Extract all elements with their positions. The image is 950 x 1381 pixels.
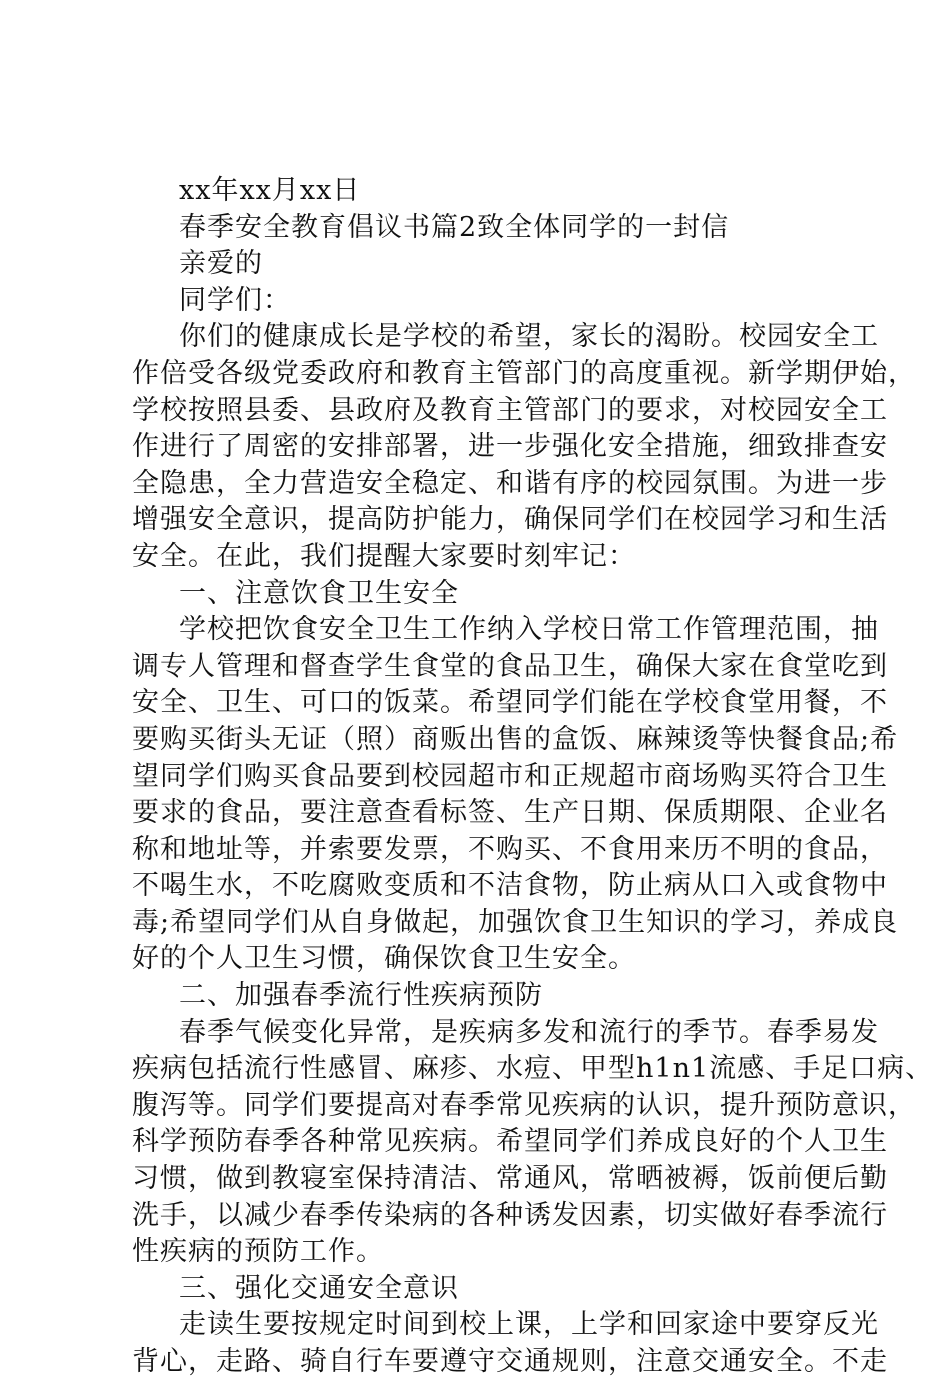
text-line: 走读生要按规定时间到校上课，上学和回家途中要穿反光 xyxy=(179,1309,879,1341)
section-heading-1: 一、注意饮食卫生安全 xyxy=(179,577,459,609)
text-line: 洗手，以减少春季传染病的各种诱发因素，切实做好春季流行 xyxy=(132,1199,888,1231)
text-line: 称和地址等，并索要发票，不购买、不食用来历不明的食品， xyxy=(132,833,888,865)
text-line: 好的个人卫生习惯，确保饮食卫生安全。 xyxy=(132,943,636,975)
text-line: 安全、卫生、可口的饭菜。希望同学们能在学校食堂用餐，不 xyxy=(132,687,888,719)
salutation-line-1: 亲爱的 xyxy=(179,248,263,280)
text-line: 增强安全意识，提高防护能力，确保同学们在校园学习和生活 xyxy=(132,504,888,536)
text-line: 你们的健康成长是学校的希望，家长的渴盼。校园安全工 xyxy=(179,321,879,353)
text-line: 性疾病的预防工作。 xyxy=(132,1236,384,1268)
text-line: 作进行了周密的安排部署，进一步强化安全措施，细致排查安 xyxy=(132,431,888,463)
letter-title: 春季安全教育倡议书篇2致全体同学的一封信 xyxy=(179,211,730,243)
paragraph-disease-prevention xyxy=(132,1015,934,1271)
text-line: 作倍受各级党委政府和教育主管部门的高度重视。新学期伊始， xyxy=(132,357,916,389)
text-line: 要购买街头无证（照）商贩出售的盒饭、麻辣烫等快餐食品;希 xyxy=(132,723,899,755)
text-line: 学校把饮食安全卫生工作纳入学校日常工作管理范围，抽 xyxy=(179,614,879,646)
text-line: 望同学们购买食品要到校园超市和正规超市商场购买符合卫生 xyxy=(132,760,888,792)
paragraph-intro xyxy=(132,319,916,575)
text-line: 学校按照县委、县政府及教育主管部门的要求，对校园安全工 xyxy=(132,394,888,426)
text-line: 习惯，做到教寝室保持清洁、常通风，常晒被褥，饭前便后勤 xyxy=(132,1163,888,1195)
section-heading-2: 二、加强春季流行性疾病预防 xyxy=(179,980,543,1012)
text-line: 疾病包括流行性感冒、麻疹、水痘、甲型h1n1流感、手足口病、 xyxy=(132,1053,934,1085)
text-line: 科学预防春季各种常见疾病。希望同学们养成良好的个人卫生 xyxy=(132,1126,888,1158)
salutation-line-2: 同学们： xyxy=(179,284,291,316)
text-line: 不喝生水，不吃腐败变质和不洁食物，防止病从口入或食物中 xyxy=(132,870,888,902)
text-line: 背心，走路、骑自行车要遵守交通规则，注意交通安全。不走 xyxy=(132,1346,888,1377)
text-line: 春季气候变化异常，是疾病多发和流行的季节。春季易发 xyxy=(179,1016,879,1048)
text-line: 调专人管理和督查学生食堂的食品卫生，确保大家在食堂吃到 xyxy=(132,650,888,682)
section-heading-3: 三、强化交通安全意识 xyxy=(179,1272,459,1304)
paragraph-traffic-safety xyxy=(132,1307,888,1380)
text-line: 要求的食品，要注意查看标签、生产日期、保质期限、企业名 xyxy=(132,797,888,829)
document-body xyxy=(132,173,934,1381)
text-line: 安全。在此，我们提醒大家要时刻牢记： xyxy=(132,540,636,572)
text-line: 腹泻等。同学们要提高对春季常见疾病的认识，提升预防意识， xyxy=(132,1089,916,1121)
paragraph-food-safety xyxy=(132,612,899,978)
text-line: 毒;希望同学们从自身做起，加强饮食卫生知识的学习，养成良 xyxy=(132,906,899,938)
text-line: 全隐患，全力营造安全稳定、和谐有序的校园氛围。为进一步 xyxy=(132,467,888,499)
date-line: xx年xx月xx日 xyxy=(179,175,361,206)
